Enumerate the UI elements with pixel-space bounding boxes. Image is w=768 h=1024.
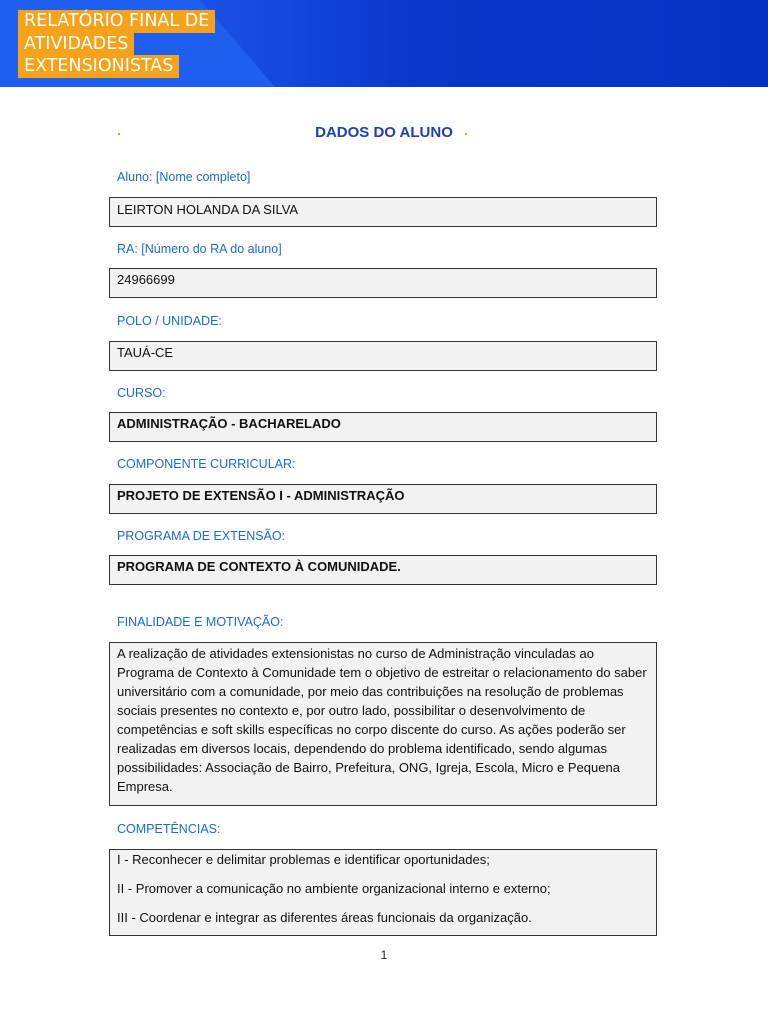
programa-field[interactable]: PROGRAMA DE CONTEXTO À COMUNIDADE. bbox=[109, 555, 657, 585]
decorative-dot bbox=[465, 133, 467, 135]
ra-label: RA: [Número do RA do aluno] bbox=[117, 242, 282, 256]
polo-field[interactable]: TAUÁ-CE bbox=[109, 341, 657, 371]
competencia-item: II - Promover a comunicação no ambiente organizacional interno e externo; bbox=[117, 881, 551, 896]
banner-title-line-3: EXTENSIONISTAS bbox=[18, 55, 179, 78]
aluno-field[interactable]: LEIRTON HOLANDA DA SILVA bbox=[109, 197, 657, 227]
competencias-field[interactable] bbox=[109, 849, 657, 936]
aluno-label: Aluno: [Nome completo] bbox=[117, 170, 251, 184]
finalidade-label: FINALIDADE E MOTIVAÇÃO: bbox=[117, 615, 284, 629]
curso-label: CURSO: bbox=[117, 386, 166, 400]
header-banner bbox=[0, 0, 768, 87]
componente-label: COMPONENTE CURRICULAR: bbox=[117, 457, 296, 471]
banner-title-line-1: RELATÓRIO FINAL DE bbox=[18, 10, 215, 33]
competencia-item: I - Reconhecer e delimitar problemas e identificar oportunidades; bbox=[117, 852, 490, 867]
polo-label: POLO / UNIDADE: bbox=[117, 314, 222, 328]
section-title: DADOS DO ALUNO bbox=[315, 124, 453, 141]
competencia-item: III - Coordenar e integrar as diferentes áreas funcionais da organização. bbox=[117, 910, 532, 925]
curso-field[interactable]: ADMINISTRAÇÃO - BACHARELADO bbox=[109, 412, 657, 442]
banner-stripe bbox=[200, 0, 768, 87]
programa-label: PROGRAMA DE EXTENSÃO: bbox=[117, 529, 286, 543]
competencias-label: COMPETÊNCIAS: bbox=[117, 822, 221, 836]
componente-field[interactable]: PROJETO DE EXTENSÃO I - ADMINISTRAÇÃO bbox=[109, 484, 657, 514]
banner-title-line-2: ATIVIDADES bbox=[18, 33, 134, 56]
finalidade-field[interactable]: A realização de atividades extensionistas no curso de Administração vinculadas ao Programa de Contexto à Comunidade tem o objetivo de estreitar o relacionamento do saber universitário com a comunidade, por meio das contribuições na resolução de problemas sociais presentes no contexto e, por outro lado, possibilitar o desenvolvimento de competências e soft skills específicas no corpo discente do curso. As ações poderão ser realizadas em diversos locais, dependendo do problema identificado, sendo algumas possibilidades: Associação de Bairro, Prefeitura, ONG, Igreja, Escola, Micro e Pequena Empresa. bbox=[109, 642, 657, 806]
page-number: 1 bbox=[380, 948, 388, 962]
ra-field[interactable]: 24966699 bbox=[109, 268, 657, 298]
